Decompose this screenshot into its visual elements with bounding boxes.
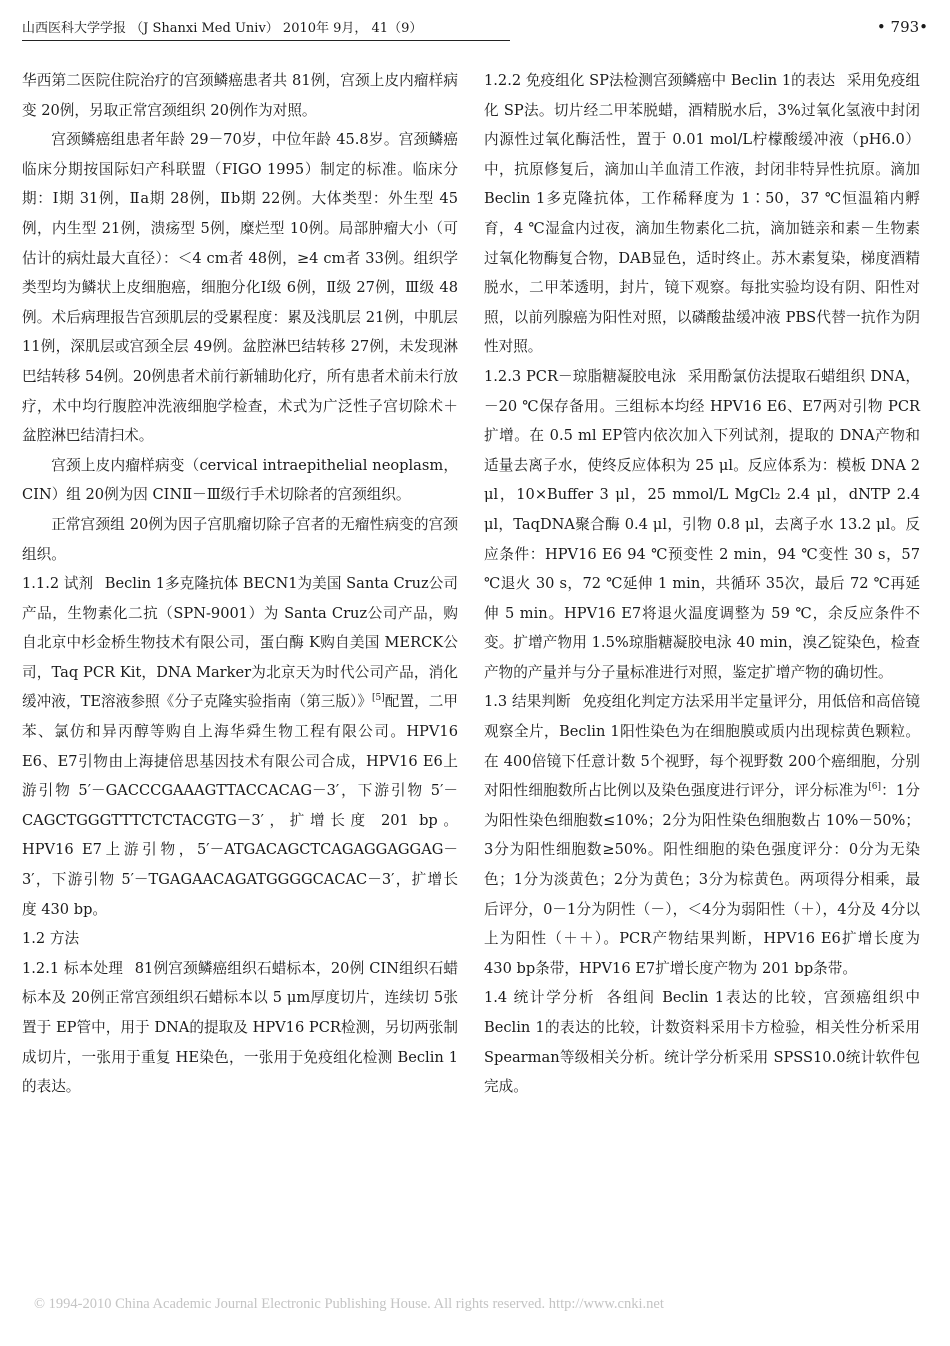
section-heading: 1.3 结果判断 — [484, 693, 571, 711]
right-column — [484, 66, 920, 1102]
journal-citation: 山西医科大学学报 （J Shanxi Med Univ） 2010年 9月， 41（9） — [22, 20, 510, 41]
section-text: 采用免疫组化 SP法。切片经二甲苯脱蜡，酒精脱水后，3%过氧化氢液中封闭内源性过氧化酶活性，置于 0.01 mol/L柠檬酸缓冲液（pH6.0）中，抗原修复后，滴加山羊血清工作液，封闭非特异性抗原。滴加 Beclin 1多克隆抗体，工作稀释度为 1∶50，37 ℃恒温箱内孵育，4 ℃湿盒内过夜，滴加生物素化二抗，滴加链亲和素－生物素过氧化物酶复合物，DAB显色，适时终止。苏木素复染，梯度酒精脱水，二甲苯透明，封片，镜下观察。每批实验均设有阴、阳性对照，以前列腺癌为阳性对照，以磷酸盐缓冲液 PBS代替一抗作为阴性对照。 — [484, 72, 920, 356]
section-text: 各组间 Beclin 1表达的比较，宫颈癌组织中 Beclin 1的表达的比较，计数资料采用卡方检验，相关性分析采用 Spearman等级相关分析。统计学分析采用 SPSS10.0统计软件包完成。 — [484, 989, 920, 1096]
section-heading: 1.2.2 免疫组化 SP法检测宫颈鳞癌中 Beclin 1的表达 — [484, 72, 836, 89]
section-text: 免疫组化判定方法采用半定量评分，用低倍和高倍镜观察全片，Beclin 1阳性染色为在细胞膜或质内出现棕黄色颗粒。在 400倍镜下任意计数 5个视野，每个视野数 200个癌细胞，分别对阳性细胞数所占比例以及染色强度进行评分，评分标准为 — [484, 693, 920, 800]
citation-ref: [5] — [372, 693, 385, 704]
section-heading: 1.4 统计学分析 — [484, 989, 596, 1007]
paragraph: 正常宫颈组 20例为因子宫肌瘤切除子宫者的无瘤性病变的宫颈组织。 — [22, 515, 458, 563]
section-heading: 1.2.3 PCR－琼脂糖凝胶电泳 — [484, 367, 677, 385]
copyright-watermark: © 1994-2010 China Academic Journal Electronic Publishing House. All rights reserved. http://www.cnki.net — [34, 1296, 664, 1312]
paragraph: 宫颈鳞癌组患者年龄 29－70岁，中位年龄 45.8岁。宫颈鳞癌临床分期按国际妇产科联盟（FIGO 1995）制定的标准。临床分期：Ⅰ期 31例，Ⅱa期 28例，Ⅱb期 22例。大体类型：外生型 45例，内生型 21例，溃疡型 5例，糜烂型 10例。局部肿瘤大小（可估计的病灶最大直径）：＜4 cm者 48例，≥4 cm者 33例。组织学类型均为鳞状上皮细胞癌，细胞分化Ⅰ级 6例，Ⅱ级 27例，Ⅲ级 48例。术后病理报告宫颈肌层的受累程度：累及浅肌层 21例，中肌层 11例，深肌层或宫颈全层 49例。盆腔淋巴结转移 27例，未发现淋巴结转移 54例。20例患者术前行新辅助化疗，所有患者术前未行放疗，术中均行腹腔冲洗液细胞学检查，术式为广泛性子宫切除术＋盆腔淋巴结清扫术。 — [22, 131, 458, 445]
section-text: 81例宫颈鳞癌组织石蜡标本，20例 CIN组织石蜡标本及 20例正常宫颈组织石蜡标本以 5 μm厚度切片，连续切 5张置于 EP管中，用于 DNA的提取及 HPV16 PCR检测，另切两张制成切片，一张用于重复 HE染色，一张用于免疫组化检测 Beclin 1的表达。 — [22, 959, 458, 1096]
section-heading: 1.2 方法 — [22, 930, 80, 948]
section-sample-processing — [22, 954, 458, 1102]
section-text: ：1分为阳性染色细胞数≤10%；2分为阳性染色细胞数占 10%－50%；3分为阳性细胞数≥50%。阳性细胞的染色强度评分：0分为无染色；1分为淡黄色；2分为黄色；3分为棕黄色。两项得分相乘，最后评分，0－1分为阴性（－），＜4分为弱阳性（＋），4分及 4分以上为阳性（＋＋）。PCR产物结果判断，HPV16 E6扩增长度为 430 bp条带，HPV16 E7扩增长度产物为 201 bp条带。 — [484, 782, 920, 977]
left-column — [22, 66, 458, 1102]
section-text: Beclin 1多克隆抗体 BECN1为美国 Santa Cruz公司产品，生物素化二抗（SPN-9001）为 Santa Cruz公司产品，购自北京中杉金桥生物技术有限公司，蛋白酶 K购自美国 MERCK公司，Taq PCR Kit，DNA Marker为北京天为时代公司产品，消化缓冲液，TE溶液参照《分子克隆实验指南（第三版）》 — [22, 575, 458, 711]
section-text: 配置，二甲苯、氯仿和异丙醇等购自上海华舜生物工程有限公司。HPV16 E6、E7引物由上海捷倍思基因技术有限公司合成，HPV16 E6上游引物 5′－GACCCGAAAGTTACCACAG－3′，下游引物 5′－CAGCTGGGTTTCTCTACGTG－3′，扩增长度 201 bp。HPV16 E7上游引物，5′－ATGACAGCTCAGAGGAGGAG－3′，下游引物 5′－TGAGAACAGATGGGGCACAC－3′，扩增长度 430 bp。 — [22, 693, 458, 918]
section-text: 采用酚氯仿法提取石蜡组织 DNA，－20 ℃保存备用。三组标本均经 HPV16 E6、E7两对引物 PCR扩增。在 0.5 ml EP管内依次加入下列试剂，提取的 DNA产物和适量去离子水，使终反应体积为 25 μl。反应体系为：模板 DNA 2 μl，10×Buffer 3 μl，25 mmol/L MgCl₂ 2.4 μl，dNTP 2.4 μl，TaqDNA聚合酶 0.4 μl，引物 0.8 μl，去离子水 13.2 μl。反应条件：HPV16 E6 94 ℃预变性 2 min，94 ℃变性 30 s，57 ℃退火 30 s，72 ℃延伸 1 min，共循环 35次，最后 72 ℃再延伸 5 min。HPV16 E7将退火温度调整为 59 ℃，余反应条件不变。扩增产物用 1.5%琼脂糖凝胶电泳 40 min，溴乙锭染色，检查产物的产量并与分子量标准进行对照，鉴定扩增产物的确切性。 — [484, 367, 921, 681]
page-number: • 793• — [876, 18, 928, 36]
section-reagents — [22, 569, 458, 924]
section-immunohistochemistry — [484, 66, 920, 362]
running-header — [22, 16, 928, 42]
section-statistics — [484, 983, 920, 1101]
section-result-evaluation — [484, 687, 920, 983]
section-pcr — [484, 362, 920, 688]
section-heading: 1.2.1 标本处理 — [22, 959, 124, 977]
paragraph: 华西第二医院住院治疗的宫颈鳞癌患者共 81例，宫颈上皮内瘤样病变 20例，另取正常宫颈组织 20例作为对照。 — [22, 72, 458, 119]
section-heading: 1.1.2 试剂 — [22, 575, 94, 593]
paragraph: 宫颈上皮内瘤样病变（cervical intraepithelial neoplasm，CIN）组 20例为因 CINⅡ－Ⅲ级行手术切除者的宫颈组织。 — [22, 456, 458, 504]
citation-ref: [6] — [868, 782, 881, 793]
